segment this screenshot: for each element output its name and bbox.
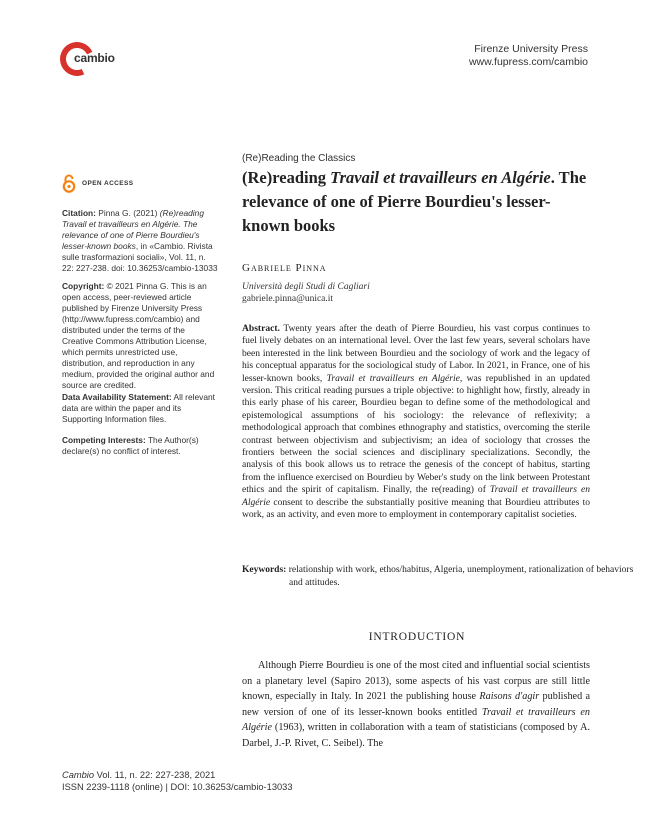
open-access-badge: [62, 174, 133, 193]
abstract-italic: Travail et travailleurs en Algérie: [326, 372, 460, 384]
body-text: (1963), written in collaboration with a team of statisticians (composed by A. Darbel, J.-P. Rivet, C. Seibel). The: [242, 722, 590, 749]
body-italic: Raisons d'agir: [479, 691, 540, 703]
citation-block: [62, 208, 218, 274]
citation-text: , in «Cambio. Rivista sulle trasformazioni sociali», Vol. 11, n. 22: 227-238. doi: 10.36253/cambio-13033: [62, 241, 218, 273]
citation-title-part: Travail et travailleurs en Algérie: [62, 219, 179, 229]
footer-issn: ISSN 2239-1118 (online) | DOI: 10.36253/cambio-13033: [62, 782, 293, 792]
competing-interests-label: Competing Interests:: [62, 435, 146, 445]
abstract-text: Twenty years after the death of Pierre Bourdieu, his vast corpus continues to fuel lively debates on an international level. Over the last few years, several scholars have been interested in the link between Bourdieu and the sociology of work and the legacy of his conceptual apparatus for the sociological study of Labor. In 2021, in France, one of his lesser-known books,: [242, 323, 590, 384]
data-availability-text: All relevant data are within the paper and its Supporting Information files.: [62, 392, 215, 424]
publisher-name: Firenze University Press: [474, 43, 588, 55]
keywords: [242, 564, 639, 589]
abstract-text: , was republished in an updated version. This critical reading pursues a triple objective: to highlight how, firstly, already in this early phase of his career, Bourdieu began to define some of the methodological and epistemological assumptions of his sociology: the relevance of reflexivity; a methodological approach that combines ethnography and statistics, overcoming the sterile contrast between objectivism and subjectivism; an idea of sociology that crosses the frontiers between the social sciences and disciplinary specializations. Secondly, the analysis of this book allows us to retrace the genesis of the concept of habitus, starting from the influence exercised on Bourdieu by Weber's study on the link between Protestant ethics and the spirit of capitalism. Finally, the re(reading) of: [242, 372, 590, 496]
copyright-label: Copyright:: [62, 281, 105, 291]
abstract: [242, 323, 590, 522]
publisher-website[interactable]: www.fupress.com/cambio: [468, 56, 588, 68]
keywords-text: relationship with work, ethos/habitus, Algeria, unemployment, rationalization of behaviors and attitudes.: [286, 565, 634, 588]
title-part: . The relevance of one of Pierre Bourdieu's lesser-known books: [242, 168, 587, 235]
title-italic: Travail et travailleurs en Algérie: [330, 168, 551, 187]
body-text: Although Pierre Bourdieu is one of the most cited and influential social scientists on a planetary level (Sapiro 2013), some aspects of his vast corpus are still little known, especially in Italy. In 2021 the publishing house: [242, 660, 590, 703]
keywords-label: Keywords:: [242, 565, 287, 575]
section-label: (Re)Reading the Classics: [242, 153, 356, 164]
title-part: (Re)reading: [242, 168, 331, 187]
author-name: Gabriele Pinna: [242, 262, 327, 274]
footer-issue: Vol. 11, n. 22: 227-238, 2021: [94, 770, 216, 780]
data-availability-label: Data Availability Statement:: [62, 392, 172, 402]
open-access-lock-icon: [62, 174, 76, 193]
section-heading-introduction: INTRODUCTION: [368, 631, 466, 643]
body-paragraph: [242, 658, 590, 752]
article-title: [242, 166, 592, 238]
competing-interests-block: [62, 435, 218, 457]
body-text: published a new version of one of its lesser-known books entitled: [242, 691, 590, 718]
author-email[interactable]: gabriele.pinna@unica.it: [242, 294, 334, 304]
citation-title-part: (Re)reading: [159, 208, 204, 218]
body-italic: Travail et travailleurs en Algérie: [242, 706, 590, 734]
abstract-text: consent to describe the substantially positive meaning that Bourdieu attributes to work, as an activity, and even more to employment in contemporary capitalist societies.: [242, 496, 590, 521]
citation-label: Citation:: [62, 208, 96, 218]
open-access-label: OPEN ACCESS: [82, 180, 134, 187]
journal-logo: [60, 42, 120, 80]
citation-text: Pinna G. (2021): [95, 208, 160, 218]
page-footer: [62, 769, 293, 793]
abstract-italic: Travail et travailleurs en Algérie: [242, 484, 590, 508]
footer-journal: Cambio: [62, 770, 95, 780]
abstract-label: Abstract.: [242, 323, 280, 334]
author-affiliation: Università degli Studi di Cagliari: [242, 282, 370, 292]
copyright-block: [62, 281, 218, 391]
citation-title-part: . The relevance of one of Pierre Bourdieu's lesser-known books: [62, 219, 200, 251]
data-availability-block: [62, 392, 218, 425]
competing-interests-text: The Author(s) declare(s) no conflict of interest.: [62, 435, 199, 456]
copyright-text: © 2021 Pinna G. This is an open access, peer-reviewed article published by Firenze University Press (http://www.fupress.com/cambio) and distributed under the terms of the Creative Commons Attribution License, which permits unrestricted use, distribution, and reproduction in any medium, provided the original author and source are credited.: [62, 281, 215, 390]
publisher-info: [469, 43, 588, 69]
logo-text: cambio: [74, 51, 115, 65]
